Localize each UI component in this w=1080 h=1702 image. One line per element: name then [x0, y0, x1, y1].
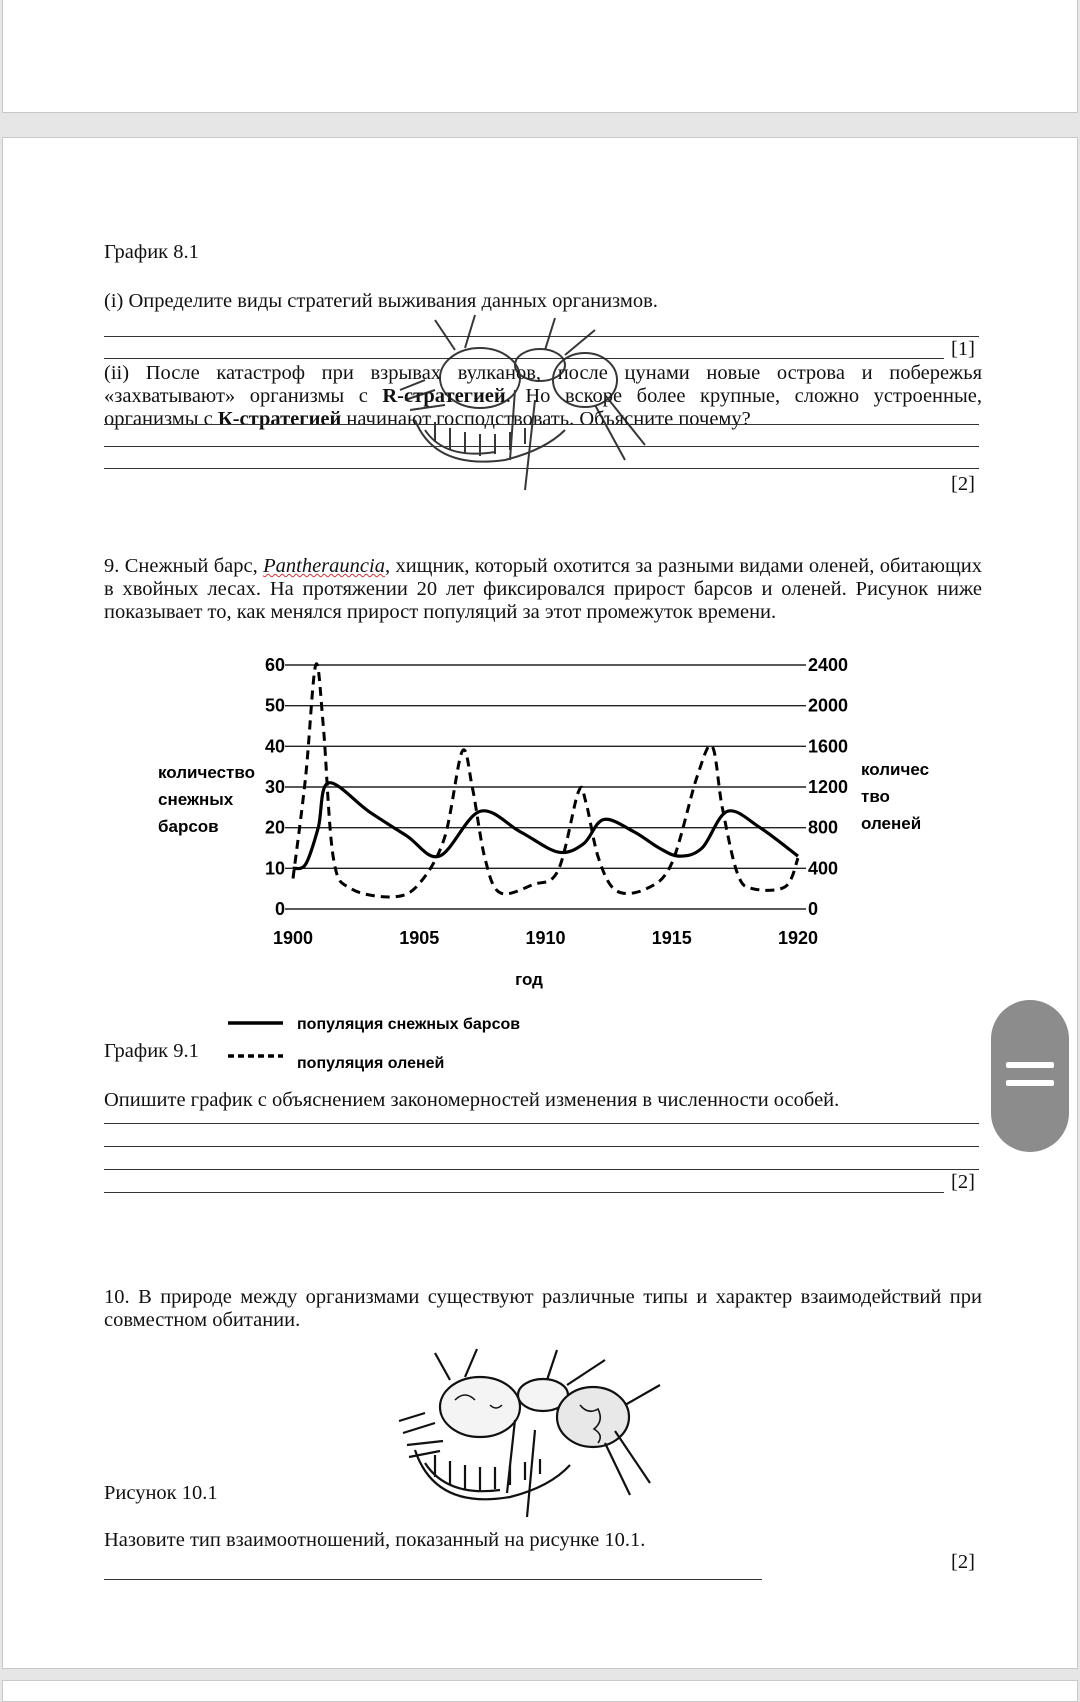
previous-page [2, 0, 1078, 113]
mark-q8-ii: [2] [951, 473, 975, 495]
y-left-tick-label: 30 [264, 777, 285, 797]
series-snow-leopard-line [293, 783, 798, 869]
x-tick-label: 1905 [399, 928, 440, 948]
grip-line [1006, 1080, 1054, 1086]
document-page [2, 137, 1078, 1669]
answer-line[interactable] [104, 1169, 979, 1170]
y-right-tick-label: 800 [808, 817, 839, 838]
graph-9-1-caption: График 9.1 [104, 1040, 199, 1062]
mark-q9: [2] [951, 1171, 975, 1193]
legend-deer-label: популяция оленей [297, 1055, 445, 1072]
species-name: Pantherauncia [263, 555, 385, 577]
grip-line [1006, 1062, 1054, 1068]
y-left-tick-label: 10 [264, 858, 285, 879]
q10-question: Назовите тип взаимоотношений, показанный на рисунке 10.1. [104, 1529, 646, 1551]
answer-line[interactable] [104, 1192, 944, 1193]
answer-line[interactable] [104, 1146, 979, 1147]
y-right-tick-label: 1600 [808, 736, 849, 757]
y-right-tick-label: 400 [808, 858, 839, 879]
y-left-tick-label: 20 [264, 817, 285, 838]
graph-8-1-caption: График 8.1 [104, 241, 199, 263]
answer-line[interactable] [104, 1579, 762, 1580]
y-left-tick-label: 40 [264, 736, 285, 757]
q10-intro: 10. В природе между организмами существуют различные типы и характер взаимодействий при совместном обитании. [104, 1286, 982, 1331]
y-right-tick-label: 2400 [808, 655, 849, 675]
y-left-tick-label: 60 [264, 655, 285, 675]
scroll-handle-icon[interactable] [991, 1000, 1069, 1152]
x-tick-label: 1900 [272, 928, 314, 948]
y-right-tick-label: 2000 [808, 695, 849, 716]
series-deer-line [293, 664, 798, 897]
answer-line[interactable] [104, 1123, 979, 1124]
y-left-tick-label: 50 [264, 695, 285, 716]
x-axis-label: год [515, 970, 543, 989]
y-right-tick-label: 1200 [808, 777, 849, 797]
y-left-tick-label: 0 [274, 899, 285, 919]
y-right-label: количес тво оленей [861, 760, 930, 833]
x-tick-label: 1910 [525, 928, 566, 948]
q9-question: Опишите график с объяснением закономерностей изменения в численности особей. [104, 1089, 840, 1111]
y-left-label: количество снежных барсов [158, 763, 255, 836]
q8-part-ii: (ii) После катастроф при взрывах вулканов, после цунами новые острова и побережья «захватывают» организмы с R-стратегией. Но вскоре более крупные, сложно устроенные, организмы с К-стратегией начинают господствовать. Объясните почему? [104, 362, 982, 430]
x-tick-label: 1920 [777, 928, 819, 948]
legend-leopard-label: популяция снежных барсов [297, 1016, 521, 1033]
q8-part-i: (i) Определите виды стратегий выживания данных организмов. [104, 290, 658, 312]
y-right-tick-label: 0 [808, 899, 819, 919]
figure-10-1-caption: Рисунок 10.1 [104, 1482, 218, 1504]
mark-q8-i: [1] [951, 338, 975, 360]
population-chart [3, 138, 1077, 1098]
q9-intro: 9. Снежный барс, Pantherauncia, хищник, который охотится за разными видами оленей, обитающих в хвойных лесах. На протяжении 20 лет фиксировался прирост барсов и оленей. Рисунок ниже показывает то, как менялся прирост популяций за этот промежуток времени. [104, 555, 982, 623]
next-page [2, 1680, 1078, 1702]
mark-q10: [2] [951, 1551, 975, 1573]
ant-larva-illustration [395, 1345, 665, 1525]
x-tick-label: 1915 [651, 928, 692, 948]
